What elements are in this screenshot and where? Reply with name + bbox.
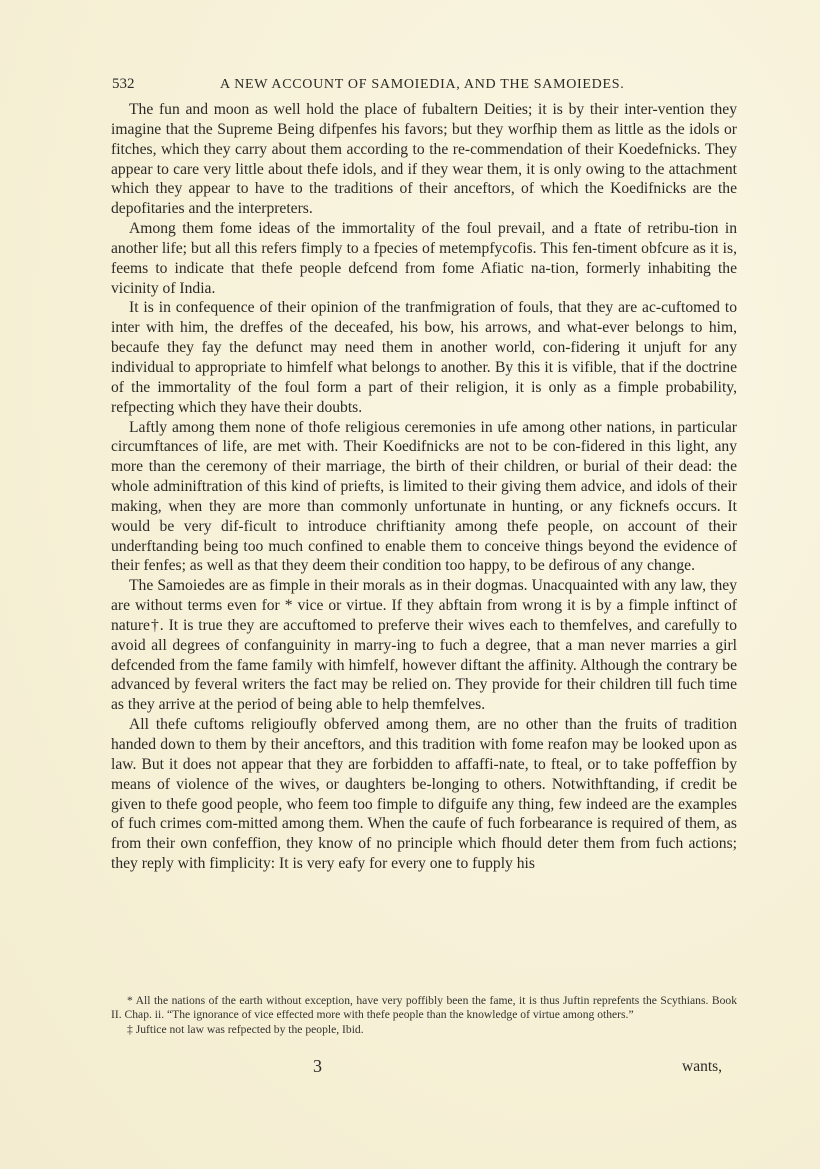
page-number: 532 bbox=[112, 76, 135, 92]
paragraph: All thefe cuftoms religioufly obferved among them, are no other than the fruits of tradition handed down to them by their anceftors, and this tradition with fome reafon may be looked upon as law. But it does not appear that they are forbidden to affaffi-nate, to fteal, or to take poffeffion by means of violence of the wives, or daughters be-longing to others. Notwithftanding, if credit be given to thefe good people, who feem too fimple to difguife any thing, few indeed are the examples of fuch crimes com-mitted among them. When the caufe of fuch forbearance is required of them, as from their own confeffion, they know of no principle which fhould deter them from fuch actions; they reply with fimplicity: It is very eafy for every one to fupply his bbox=[111, 716, 737, 873]
body-text bbox=[111, 100, 737, 874]
paragraph: Among them fome ideas of the immortality of the foul prevail, and a ftate of retribu-tion in another life; but all this refers fimply to a fpecies of metempfycofis. This fen-timent obfcure as it is, feems to indicate that thefe people defcend from fome Afiatic na-tion, formerly inhabiting the vicinity of India. bbox=[111, 220, 737, 297]
footnote: * All the nations of the earth without exception, have very poffibly been the fame, it is thus Juftin reprefents the Scythians. Book II. Chap. ii. “The ignorance of vice effected more with thefe people than the knowledge of virtue among others.” bbox=[111, 994, 737, 1022]
catchword: wants, bbox=[682, 1058, 723, 1075]
paragraph: The Samoiedes are as fimple in their morals as in their dogmas. Unacquainted with any law, they are without terms even for * vice or virtue. If they abftain from wrong it is by a fimple inftinct of nature†. It is true they are accuftomed to preferve their wives each to themfelves, and carefully to avoid all degrees of confanguinity in marry-ing to fuch a degree, that a man never marries a girl defcended from the fame family with himfelf, however diftant the affinity. Although the contrary be advanced by feveral writers the fact may be relied on. They provide for their children till fuch time as they arrive at the period of being able to help themfelves. bbox=[111, 577, 737, 714]
signature-mark: 3 bbox=[313, 1056, 322, 1076]
running-head bbox=[112, 76, 727, 96]
running-title: A NEW ACCOUNT OF SAMOIEDIA, AND THE SAMOIEDES. bbox=[220, 77, 625, 92]
paragraph: It is in confequence of their opinion of the tranfmigration of fouls, that they are ac-cuftomed to inter with him, the dreffes of the deceafed, his bow, his arrows, and what-ever belongs to him, becaufe they fay the defunct may need them in another world, con-fidering it unjuft for any individual to appropriate to himfelf what belongs to another. By this it is vifible, that if the doctrine of the immortality of the foul form a part of their religion, it is only as a fimple probability, refpecting which they have their doubts. bbox=[111, 299, 737, 416]
paragraph: Laftly among them none of thofe religious ceremonies in ufe among other nations, in particular circumftances of life, are met with. Their Koedifnicks are not to be con-fidered in this light, any more than the ceremony of their marriage, the birth of their children, or burial of their dead: the whole adminiftration of this kind of priefts, is limited to their giving them advice, and idols of their making, when they are more than commonly unfortunate in hunting, or any ficknefs occurs. It would be very dif-ficult to introduce chriftianity among thefe people, on account of their underftanding being too much confined to enable them to conceive things beyond the evidence of their fenfes; as well as that they deem their condition too happy, to be defirous of any change. bbox=[111, 418, 737, 575]
footnote: ‡ Juftice not law was refpected by the people, Ibid. bbox=[127, 1022, 364, 1036]
footnotes bbox=[111, 994, 737, 1037]
paragraph: The fun and moon as well hold the place of fubaltern Deities; it is by their inter-vention they imagine that the Supreme Being difpenfes his favors; but they worfhip them as little as the idols or fitches, which they carry about them according to the re-commendation of their Koedefnicks. They appear to care very little about thefe idols, and if they wear them, it is only owing to the attachment which they appear to have to the traditions of their anceftors, of which the Koedifnicks are the depofitaries and the interpreters. bbox=[111, 101, 737, 218]
